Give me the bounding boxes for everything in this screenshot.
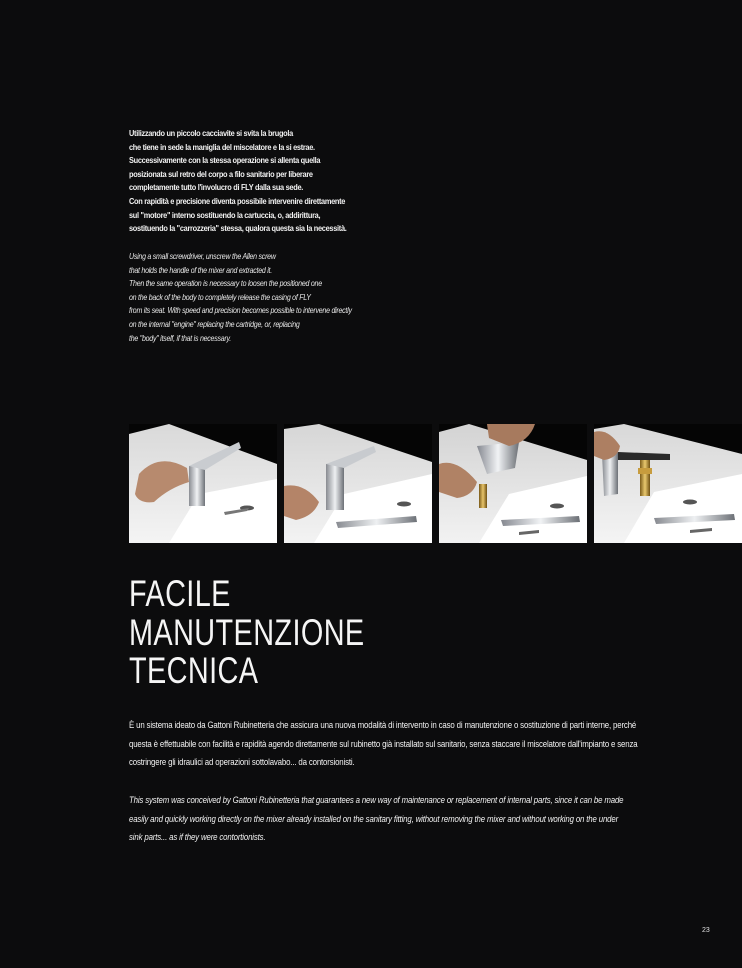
page-number: 23	[702, 927, 710, 934]
intro-en-line: the "body" itself, if that is necessary.	[129, 332, 231, 343]
intro-it-line: completamente tutto l'involucro di FLY dalla sua sede.	[129, 182, 304, 193]
intro-it-line: che tiene in sede la maniglia del miscelatore e la si estrae.	[129, 141, 315, 152]
intro-it-line: posizionata sul retro del corpo a filo sanitario per liberare	[129, 168, 313, 179]
body-it-line: È un sistema ideato da Gattoni Rubinetteria che assicura una nuova modalità di intervento in caso di manutenzione o sostituzione di parti interne, perché	[129, 720, 637, 731]
faucet-removal-step-4-photo	[594, 424, 742, 543]
faucet-removal-step-3-photo	[439, 424, 587, 543]
body-en-line: sink parts... as if they were contortionists.	[129, 832, 266, 843]
intro-english	[129, 250, 352, 345]
body-en-line: easily and quickly working directly on the mixer already installed on the sanitary fitting, without removing the mixer and without working on the under	[129, 813, 619, 825]
intro-en-line: that holds the handle of the mixer and extracted it.	[129, 264, 272, 275]
intro-it-line: Successivamente con la stessa operazione si allenta quella	[129, 155, 321, 166]
title-line: FACILE	[129, 573, 231, 614]
photo-strip	[129, 424, 742, 543]
body-it-line: costringere gli idraulici ad operazioni sottolavabo... da contorsionisti.	[129, 757, 355, 768]
intro-it-line: Utilizzando un piccolo cacciavite si svita la brugola	[129, 128, 293, 138]
title-line: TECNICA	[129, 650, 259, 691]
intro-en-line: on the back of the body to completely release the casing of FLY	[129, 291, 311, 302]
body-english	[129, 792, 629, 848]
title-line: MANUTENZIONE	[129, 611, 365, 653]
intro-en-line: on the internal "engine" replacing the cartridge, or, replacing	[129, 318, 300, 329]
intro-it-line: sul "motore" interno sostituendo la cartuccia, o, addirittura,	[129, 209, 321, 220]
faucet-removal-step-1-photo	[129, 424, 277, 543]
page-title	[129, 575, 365, 691]
body-en-line: This system was conceived by Gattoni Rubinetteria that guarantees a new way of maintenance or replacement of internal parts, since it can be made	[129, 795, 624, 806]
intro-it-line: sostituendo la "carrozzeria" stessa, qualora questa sia la necessità.	[129, 223, 347, 234]
intro-it-line: Con rapidità e precisione diventa possibile intervenire direttamente	[129, 195, 346, 206]
body-it-line: questa è effettuabile con facilità e rapidità agendo direttamente sul rubinetto già installato sul sanitario, senza staccare il miscelatore dall'impianto e senza	[129, 738, 638, 750]
intro-italian	[129, 127, 347, 236]
intro-en-line: Then the same operation is necessary to loosen the positioned one	[129, 278, 322, 289]
intro-en-line: from its seat. With speed and precision becomes possible to intervene directly	[129, 305, 352, 316]
body-italian	[129, 717, 638, 773]
intro-en-line: Using a small screwdriver, unscrew the Allen screw	[129, 251, 276, 261]
faucet-removal-step-2-photo	[284, 424, 432, 543]
